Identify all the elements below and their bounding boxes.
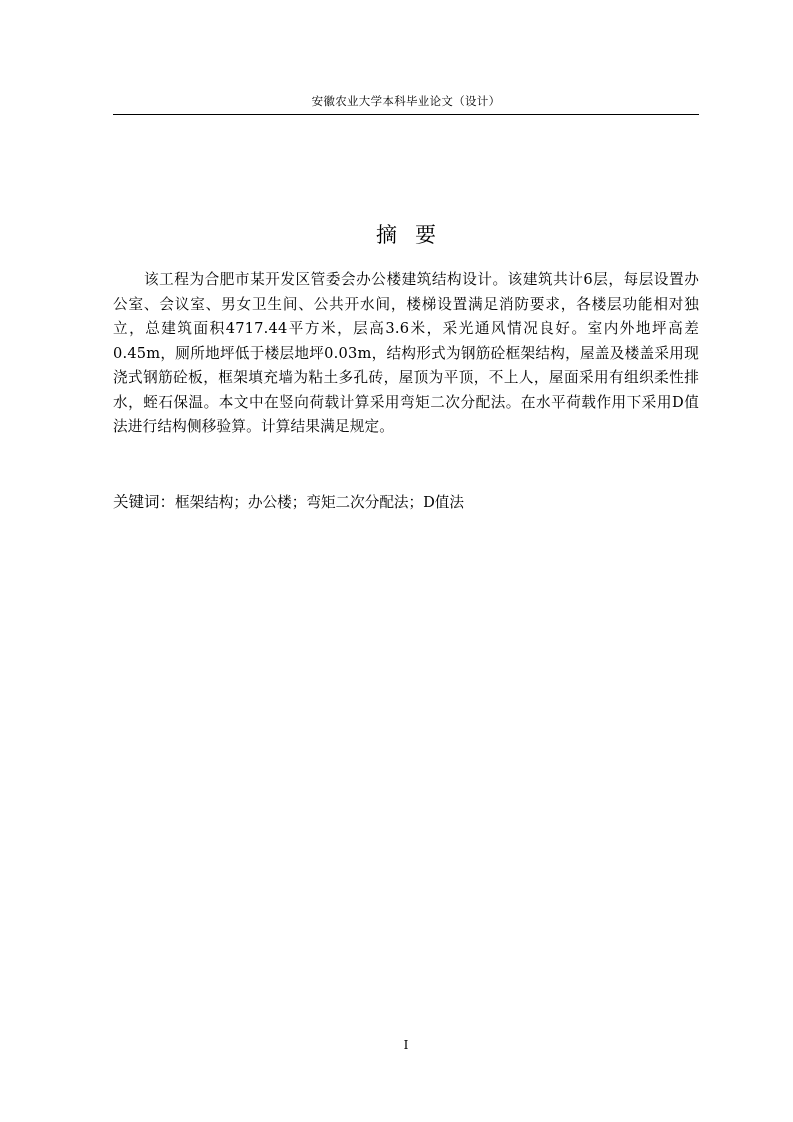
abstract-body: 该工程为合肥市某开发区管委会办公楼建筑结构设计。该建筑共计6层，每层设置办公室、会议室、男女卫生间、公共开水间，楼梯设置满足消防要求，各楼层功能相对独立，总建筑面积4717.44平方米，层高3.6米，采光通风情况良好。室内外地坪高差0.45m，厕所地坪低于楼层地坪0.03m，结构形式为钢筋砼框架结构，屋盖及楼盖采用现浇式钢筋砼板，框架填充墙为粘土多孔砖，屋顶为平顶，不上人，屋面采用有组织柔性排水，蛭石保温。本文中在竖向荷载计算采用弯矩二次分配法。在水平荷载作用下采用D值法进行结构侧移验算。计算结果满足规定。: [113, 271, 699, 435]
keywords-value: 框架结构；办公楼；弯矩二次分配法；D值法: [175, 494, 464, 511]
running-header: 安徽农业大学本科毕业论文（设计）: [311, 94, 501, 108]
keywords-label: 关键词：: [113, 493, 176, 511]
keywords-line: [113, 490, 699, 515]
page-number: I: [403, 1038, 409, 1052]
header-divider: [113, 114, 699, 115]
abstract-title: 摘要: [376, 223, 454, 248]
